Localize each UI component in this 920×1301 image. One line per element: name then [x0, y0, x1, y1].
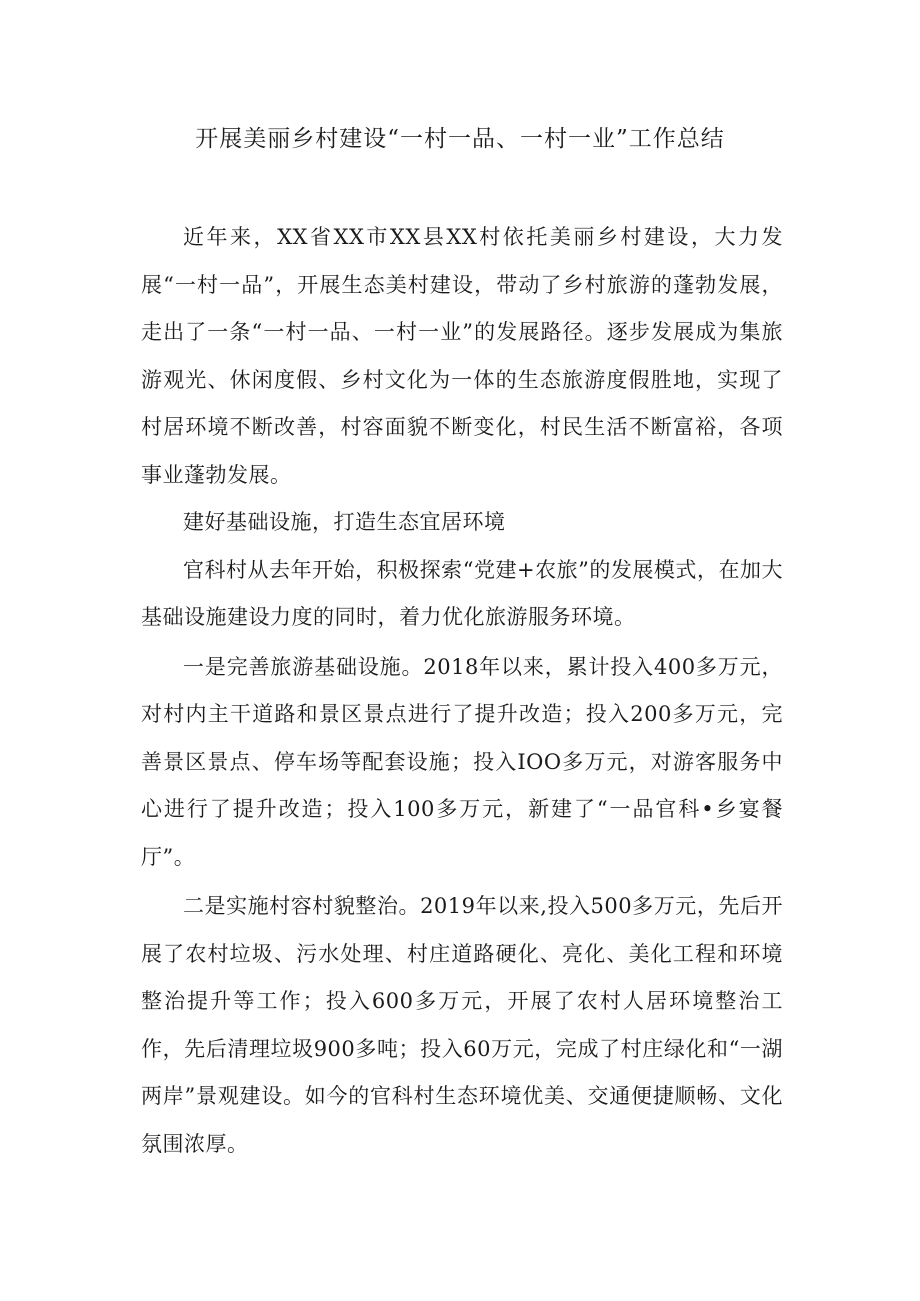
section-heading: 建好基础设施，打造生态宜居环境 — [183, 510, 506, 534]
intro-paragraph: 近年来，XX省XX市XX县XX村依托美丽乡村建设，大力发展“一村一品”，开展生态美村建设，带动了乡村旅游的蓬勃发展，走出了一条“一村一品、一村一业”的发展路径。逐步发展成为集旅游观光、休闲度假、乡村文化为一体的生态旅游度假胜地，实现了村居环境不断改善，村容面貌不断变化，村民生活不断富裕，各项事业蓬勃发展。 — [141, 225, 783, 487]
document-title: 开展美丽乡村建设“一村一品、一村一业”工作总结 — [195, 126, 725, 152]
point-two-paragraph: 二是实施村容村貌整治。2019年以来,投入500多万元，先后开展了农村垃圾、污水处理、村庄道路硬化、亮化、美化工程和环境整治提升等工作；投入600多万元，开展了农村人居环境整治工作，先后清理垃圾900多吨；投入60万元，完成了村庄绿化和“一湖两岸”景观建设。如今的官科村生态环境优美、交通便捷顺畅、文化氛围浓厚。 — [141, 894, 783, 1156]
document-body — [141, 214, 783, 1168]
point-one-paragraph: 一是完善旅游基础设施。2018年以来，累计投入400多万元，对村内主干道路和景区景点进行了提升改造；投入200多万元，完善景区景点、停车场等配套设施；投入IOO多万元，对游客服务中心进行了提升改造；投入100多万元，新建了“一品官科•乡宴餐厅”。 — [141, 654, 783, 869]
section-intro-paragraph: 官科村从去年开始，积极探索“党建+农旅”的发展模式，在加大基础设施建设力度的同时，着力优化旅游服务环境。 — [141, 557, 783, 629]
